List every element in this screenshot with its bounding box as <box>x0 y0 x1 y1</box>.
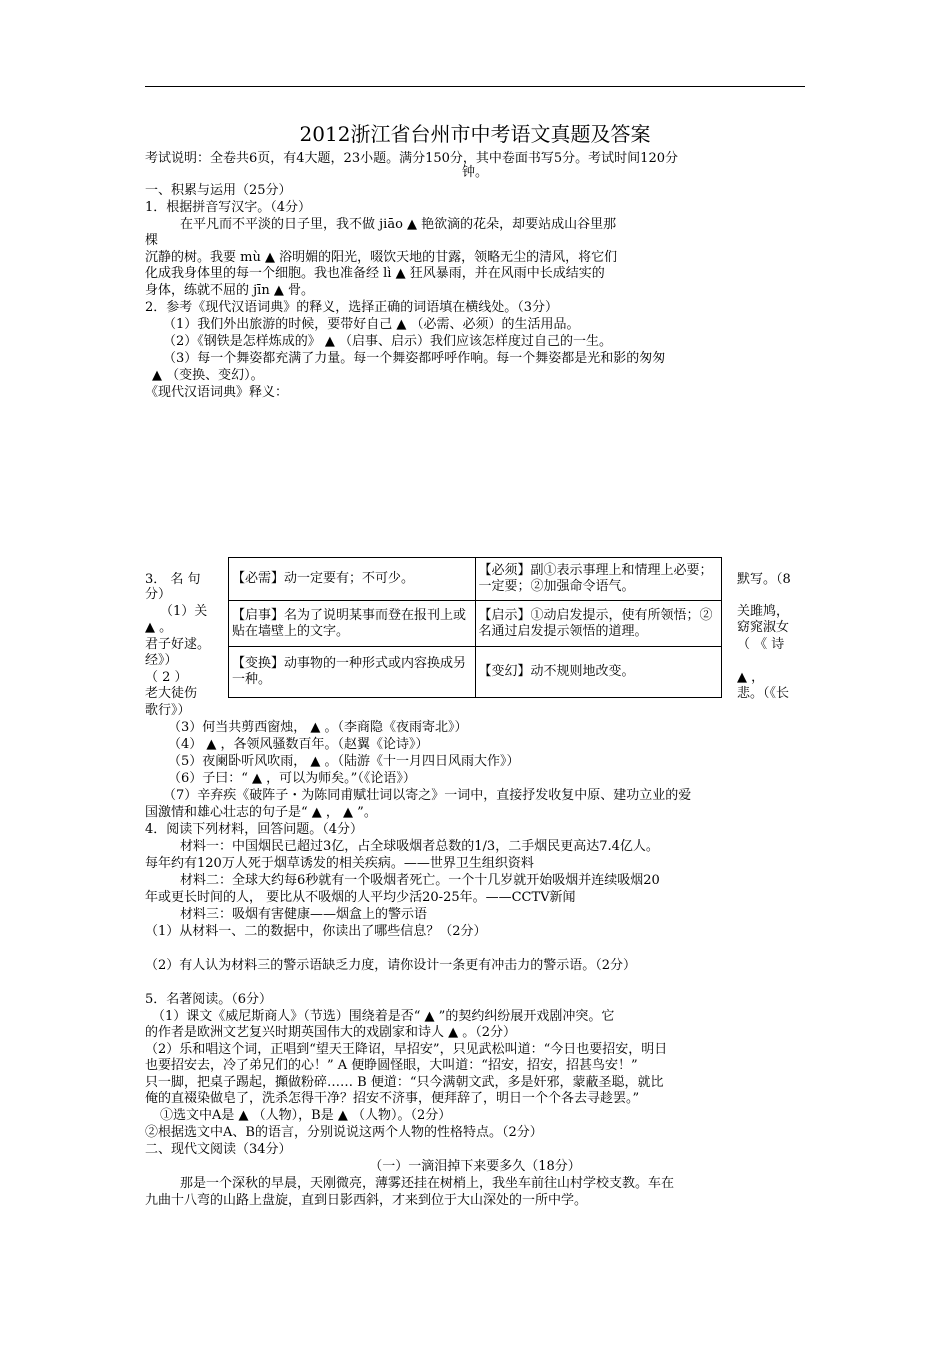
text-line: 只一脚，把桌子踢起，攧做粉碎…… B 便道：“只今满朝文武，多是奸邪，蒙蔽圣聪，就比 <box>145 1075 664 1090</box>
table-cell: 【变换】动事物的一种形式或内容换成另一种。 <box>229 647 476 698</box>
table-row <box>229 647 722 698</box>
section-heading: 二、现代文阅读（34分） <box>145 1142 292 1157</box>
text-line: 关雎鸠， <box>737 604 790 619</box>
table-row <box>229 558 722 601</box>
text-line: 材料一：中国烟民已超过3亿，占全球吸烟者总数的1/3，二手烟民更高达7.4亿人。 <box>180 839 659 854</box>
text-line: 棵 <box>145 233 159 248</box>
text-line: ②根据选文中A、B的语言，分别说说这两个人物的性格特点。（2分） <box>145 1125 543 1140</box>
text-line: 化成我身体里的每一个细胞。我也准备经 lì ▲ 狂风暴雨，并在风雨中长成结实的 <box>145 266 605 281</box>
exam-note-end: 钟。 <box>461 165 488 180</box>
text-line: 君子好逑。 <box>145 637 211 652</box>
blank-area <box>150 411 800 556</box>
text-line: 老大徒伤 <box>145 686 198 701</box>
exam-note: 考试说明：全卷共6页，有4大题，23小题。满分150分，其中卷面书写5分。考试时间120分 <box>145 151 678 166</box>
text-line: （3）每一个舞姿都充满了力量。每一个舞姿都呼呼作响。每一个舞姿都是光和影的匆匆 <box>163 351 666 366</box>
text-line: ▲ ， <box>737 670 765 685</box>
text-line: （1）从材料一、二的数据中，你读出了哪些信息？（2分） <box>145 924 487 939</box>
text-line: （1）我们外出旅游的时候，要带好自己 ▲ （必需、必须）的生活用品。 <box>163 317 580 332</box>
text-line: 分） <box>145 587 172 602</box>
text-line: 俺的直裰染做皂了，洗杀怎得干净？招安不济事，便拜辞了，明日一个个各去寻趁罢。” <box>145 1091 640 1106</box>
table-cell: 【变幻】动不规则地改变。 <box>475 647 722 698</box>
text-line: （2）有人认为材料三的警示语缺乏力度，请你设计一条更有冲击力的警示语。（2分） <box>145 958 637 973</box>
table-cell: 【必须】副①表示事理上和情理上必要；一定要；②加强命令语气。 <box>475 558 722 601</box>
text-line: 的作者是欧洲文艺复兴时期英国伟大的戏剧家和诗人 ▲ 。（2分） <box>145 1025 517 1040</box>
page-title: 2012浙江省台州市中考语文真题及答案 <box>299 122 651 146</box>
text-line: 身体，练就不屈的 jīn ▲ 骨。 <box>145 283 314 298</box>
text-line: （2）乐和唱这个词，正唱到“望天王降诏，早招安”，只见武松叫道：“今日也要招安，明日 <box>145 1042 668 1057</box>
passage-title: （一）一滴泪掉下来要多久（18分） <box>369 1159 581 1174</box>
text-line: （6）子曰：“ ▲ ，可以为师矣。”（《论语》） <box>168 771 416 786</box>
text-line: （1）关 <box>160 604 208 619</box>
text-line: 年或更长时间的人， 要比从不吸烟的人平均少活20-25年。——CCTV新闻 <box>145 890 576 905</box>
text-line: （3）何当共剪西窗烛， ▲ 。（李商隐《夜雨寄北》） <box>168 720 468 735</box>
definition-table <box>228 557 722 698</box>
text-line: 国激情和雄心壮志的句子是“ ▲ ， ▲ ”。 <box>145 805 377 820</box>
question-heading: 5．名著阅读。（6分） <box>145 992 273 1007</box>
text-line: 材料二：全球大约每6秒就有一个吸烟者死亡。一个十几岁就开始吸烟并连续吸烟20 <box>180 873 660 888</box>
text-line: ▲ （变换、变幻）。 <box>152 368 264 383</box>
table-cell: 【必需】动一定要有；不可少。 <box>229 558 476 601</box>
section-heading: 一、积累与运用（25分） <box>145 183 292 198</box>
text-line: 每年约有120万人死于烟草诱发的相关疾病。——世界卫生组织资料 <box>145 856 534 871</box>
text-line: （ 2 ） <box>145 670 188 685</box>
text-line: 《现代汉语词典》释义： <box>145 385 289 400</box>
text-line: （1）课文《威尼斯商人》（节选）围绕着是否“ ▲ ”的契约纠纷展开戏剧冲突。它 <box>152 1009 615 1024</box>
header-rule <box>145 86 805 87</box>
text-line: 悲。（《长 <box>737 686 790 701</box>
question-heading: 1．根据拼音写汉字。（4分） <box>145 200 312 215</box>
text-line: 也要招安去，冷了弟兄们的心！” A 便睁圆怪眼，大叫道：“招安，招安，招甚鸟安！” <box>145 1058 638 1073</box>
question-heading: 4．阅读下列材料，回答问题。（4分） <box>145 822 364 837</box>
text-line: ①选文中A是 ▲ （人物），B是 ▲ （人物）。（2分） <box>160 1108 452 1123</box>
text-line: ▲ 。 <box>145 620 173 635</box>
text-line: 在平凡而不平淡的日子里，我不做 jiāo ▲ 艳欲滴的花朵，却要站成山谷里那 <box>180 217 617 232</box>
text-line: 歌行》） <box>145 703 191 718</box>
text-line: 沉静的树。我要 mù ▲ 浴明媚的阳光，啜饮天地的甘露，领略无尘的清风，将它们 <box>145 250 618 265</box>
text-line: 经》） <box>145 653 178 668</box>
text-line: （2）《钢铁是怎样炼成的》 ▲ （启事、启示）我们应该怎样度过自己的一生。 <box>163 334 613 349</box>
text-line: （4） ▲ ，各领风骚数百年。（赵翼《论诗》） <box>168 737 429 752</box>
text-line: 默写。（8 <box>737 572 791 587</box>
text-line: （7）辛弃疾《破阵子・为陈同甫赋壮词以寄之》一词中，直接抒发收复中原、建功立业的爱 <box>163 788 692 803</box>
text-line: 材料三：吸烟有害健康——烟盒上的警示语 <box>180 907 428 922</box>
text-line: 窈窕淑女 <box>737 620 790 635</box>
text-line: （5）夜阑卧听风吹雨， ▲ 。（陆游《十一月四日风雨大作》） <box>168 754 520 769</box>
text-line: 3． 名 句 <box>145 572 201 587</box>
table-row <box>229 601 722 647</box>
table-cell: 【启事】名为了说明某事而登在报刊上或贴在墙壁上的文字。 <box>229 601 476 647</box>
table-cell: 【启示】①动启发提示，使有所领悟；②名通过启发提示领悟的道理。 <box>475 601 722 647</box>
text-line: 九曲十八弯的山路上盘旋，直到日影西斜，才来到位于大山深处的一所中学。 <box>145 1193 588 1208</box>
question-heading: 2．参考《现代汉语词典》的释义，选择正确的词语填在横线处。（3分） <box>145 300 559 315</box>
text-line: （ 《 诗 <box>737 637 785 652</box>
text-line: 那是一个深秋的早晨，天刚微亮，薄雾还挂在树梢上，我坐车前往山村学校支教。车在 <box>180 1176 675 1191</box>
